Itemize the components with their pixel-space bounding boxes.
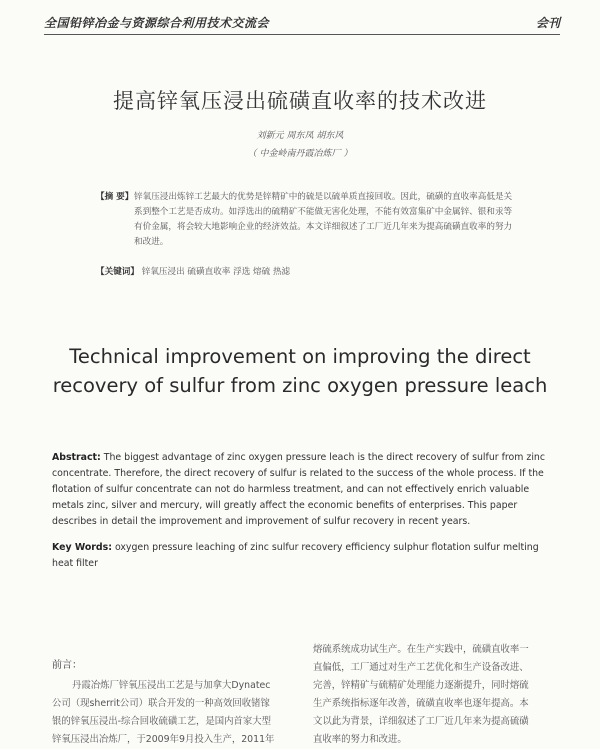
- english-abstract-text: The biggest advantage of zinc oxygen pressure leach is the direct recovery of sulfur from zinc concentrate. Therefore, the direct recovery of sulfur is related to the success of the whole process. If the flotation of sulfur concentrate can not do harmless treatment, and can not effectively enrich valuable metals zinc, silver and mercury, will greatly affect the economic benefits of enterprises. This paper describes in detail the improvement and improvement of sulfur recovery in recent years.: [52, 452, 546, 527]
- section-heading-preface: 前言：: [52, 660, 82, 671]
- body-right-column: [313, 641, 563, 749]
- english-keywords-label: Key Words:: [52, 542, 112, 553]
- journal-name: 全国铅锌冶金与资源综合利用技术交流会: [44, 16, 270, 30]
- body-left-line: 银的锌氧压浸出-综合回收硫磺工艺，是国内首家大型: [52, 716, 272, 727]
- body-right-line: 文以此为背景，详细叙述了工厂近几年来为提高硫磺: [313, 716, 529, 727]
- chinese-abstract-text: 锌氧压浸出炼锌工艺最大的优势是锌精矿中的硫是以硫单质直接回收。因此，硫磺的直收率高低是关系到整个工艺是否成功。如浮选出的硫精矿不能做无害化处理，不能有效富集矿中金属锌、银和汞等有价金属，将会较大地影响企业的经济效益。本文详细叙述了工厂近几年来为提高硫磺直收率的努力和改进。: [134, 192, 513, 247]
- english-title-line-2: recovery of sulfur from zinc oxygen pressure leach: [52, 374, 548, 397]
- running-header: [44, 14, 560, 38]
- body-left-line: 公司（现sherrit公司）联合开发的一种高效回收锗镓: [52, 698, 270, 709]
- body-right-line: 直收率的努力和改进。: [313, 734, 407, 745]
- english-title: [0, 342, 600, 400]
- header-rule: [44, 34, 560, 35]
- body-left-line: 锌氧压浸出冶炼厂，于2009年9月投入生产，2011年: [52, 734, 275, 745]
- chinese-keywords: [96, 265, 516, 277]
- english-abstract: [52, 450, 562, 530]
- section-label: 会刊: [535, 16, 560, 30]
- body-left-line: 丹霞冶炼厂锌氧压浸出工艺是与加拿大Dynatec: [72, 680, 271, 691]
- english-abstract-label: Abstract:: [52, 452, 101, 463]
- body-right-line: 熔硫系统成功试生产。在生产实践中，硫磺直收率一: [313, 644, 529, 655]
- chinese-title: 提高锌氧压浸出硫磺直收率的技术改进: [113, 89, 487, 113]
- chinese-keywords-label: 【关键词】: [96, 267, 139, 277]
- affiliation: （ 中金岭南丹霞冶炼厂 ）: [247, 149, 353, 159]
- body-right-line: 直偏低，工厂通过对生产工艺优化和生产设备改进、: [313, 662, 529, 673]
- english-keywords-text: oxygen pressure leaching of zinc sulfur recovery efficiency sulphur flotation sulfur melting heat filter: [52, 542, 539, 569]
- english-title-line-1: Technical improvement on improving the direct: [69, 345, 531, 368]
- body-left-column: [52, 677, 302, 749]
- chinese-keywords-text: 锌氧压浸出 硫磺直收率 浮选 熔硫 热滤: [141, 267, 291, 277]
- body-right-line: 完善，锌精矿与硫精矿处理能力逐渐提升，同时熔硫: [313, 680, 529, 691]
- english-keywords: [52, 540, 562, 572]
- body-right-line: 生产系统指标逐年改善，硫磺直收率也逐年提高。本: [313, 698, 529, 709]
- authors: 刘新元 周东凤 胡东风: [256, 131, 344, 141]
- chinese-abstract: [96, 190, 516, 250]
- chinese-abstract-label: 【摘 要】: [96, 192, 134, 202]
